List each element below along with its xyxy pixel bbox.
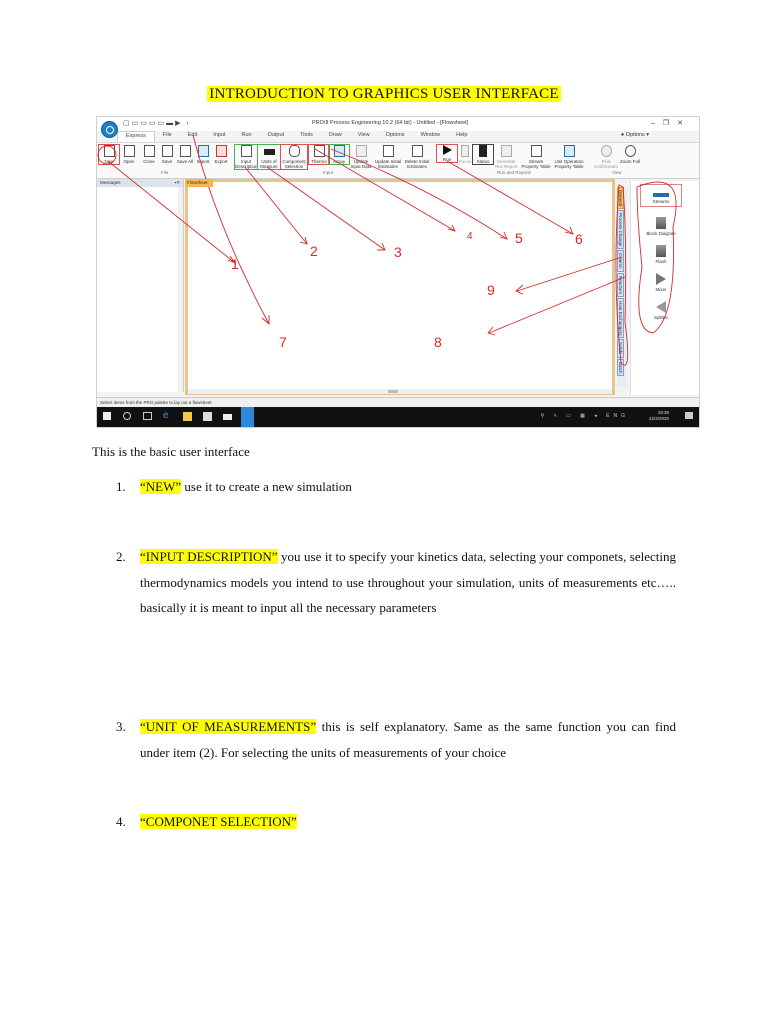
find-unit-stream-button[interactable]: Find Unit/Stream	[593, 145, 619, 169]
windows-start-icon[interactable]	[103, 412, 111, 420]
store-icon[interactable]	[203, 412, 212, 421]
palette-tab-reactors[interactable]: Reactors	[617, 273, 624, 297]
export-icon	[216, 145, 227, 157]
traffic-light-icon	[479, 145, 487, 157]
annotation-3: 3	[394, 244, 402, 260]
table-icon	[564, 145, 575, 157]
messages-pane	[97, 179, 184, 392]
save-icon	[162, 145, 173, 157]
palette-tab-batch[interactable]: Batch	[617, 359, 624, 377]
delete-initial-estimates-button[interactable]: Delete Initial Estimates	[403, 145, 431, 169]
block-diagram-icon	[656, 217, 666, 229]
flash-drum-icon	[656, 245, 666, 257]
windows-taskbar	[97, 407, 699, 427]
options-dropdown[interactable]: ● Options ▾	[620, 132, 649, 138]
thermo-chart-icon	[314, 145, 325, 157]
messages-pane-header: Messages ▪✕	[97, 179, 183, 187]
open-button[interactable]: Open	[119, 145, 139, 164]
annotation-8: 8	[434, 334, 442, 350]
report-icon	[501, 145, 512, 157]
palette-tab-process-change[interactable]: Process Change	[617, 210, 624, 249]
search-icon	[601, 145, 612, 157]
term-componet-selection: “COMPONET SELECTION”	[140, 814, 297, 829]
intro-paragraph: This is the basic user interface	[92, 444, 250, 459]
menu-options[interactable]: Options	[385, 132, 405, 138]
new-file-icon	[104, 145, 115, 157]
clipboard-icon	[383, 145, 394, 157]
update-initial-estimates-button[interactable]: Update Initial Estimates	[374, 145, 402, 169]
new-button[interactable]: New	[99, 145, 119, 164]
term-new: “NEW”	[140, 479, 182, 494]
update-data-icon	[356, 145, 367, 157]
document-list-icon	[241, 145, 252, 157]
menu-view[interactable]: View	[357, 132, 370, 138]
menu-run[interactable]: Run	[241, 132, 252, 138]
menu-window[interactable]: Window	[420, 132, 441, 138]
palette-item-block-diagram[interactable]: Block Diagram	[641, 217, 681, 236]
palette-tab-solids[interactable]: Solids	[617, 339, 624, 357]
list-item-4: 4. “COMPONET SELECTION”	[116, 814, 297, 829]
menu-draw[interactable]: Draw	[328, 132, 342, 138]
list-item-3: 3. “UNIT OF MEASUREMENTS” this is self explanatory. Same as the same function you can find under item (2). For selecting the units of measurements of your choice	[116, 719, 676, 760]
annotation-4: 4	[467, 231, 473, 242]
folder-icon	[124, 145, 135, 157]
units-of-measure-button[interactable]: Units of Measure	[258, 145, 280, 169]
play-icon	[443, 145, 452, 155]
update-input-data-button[interactable]: Update Input Data	[349, 145, 373, 169]
pane-pin-close-icon[interactable]: ▪✕	[174, 180, 180, 185]
menu-input[interactable]: Input	[213, 132, 226, 138]
quick-access-icons: ▢▭▭▭▭▬▶ ‹	[123, 120, 191, 127]
software-screenshot	[96, 116, 700, 428]
menu-file[interactable]: File	[162, 132, 172, 138]
export-button[interactable]: Export	[211, 145, 231, 164]
stream-arrow-icon	[653, 193, 669, 197]
molecule-icon	[289, 145, 300, 157]
splitter-icon	[656, 301, 666, 313]
palette-tab-column[interactable]: Column	[617, 250, 624, 272]
palette-item-flash[interactable]: Flash	[641, 245, 681, 264]
list-item-1: 1. “NEW” use it to create a new simulation	[116, 479, 352, 494]
annotation-7: 7	[279, 334, 287, 350]
menu-help[interactable]: Help	[456, 132, 468, 138]
table-icon	[531, 145, 542, 157]
pause-icon	[461, 145, 469, 157]
messages-scrollbar[interactable]	[178, 187, 183, 392]
stream-property-table-button[interactable]: Stream Property Table	[521, 145, 551, 169]
zoom-full-button[interactable]: Zoom Full	[620, 145, 640, 164]
ruler-icon	[264, 149, 275, 155]
unit-palette	[630, 181, 699, 395]
quick-access-toolbar	[97, 117, 699, 131]
notifications-icon[interactable]	[685, 412, 693, 419]
palette-item-mixer[interactable]: Mixer	[641, 273, 681, 292]
flowsheet-canvas[interactable]	[185, 179, 615, 395]
component-selection-button[interactable]: Component Selection	[281, 145, 307, 169]
status-bar: Select items from the PRO palette to lay out a flowsheet.	[97, 397, 700, 407]
task-view-icon[interactable]	[143, 412, 152, 420]
run-button[interactable]: Run	[437, 145, 457, 162]
group-label-run-reports: Run and Reports	[497, 170, 532, 175]
import-button[interactable]: Import	[193, 145, 213, 164]
term-unit-of-measurements: “UNIT OF MEASUREMENTS”	[140, 719, 317, 734]
list-item-2: 2. “INPUT DESCRIPTION” you use it to specify your kinetics data, selecting your componets, selecting thermodynamics models you intend to use throughout your simulation, units of measurements etc….. basically it is meant to input all the necessary parameters	[116, 549, 676, 615]
menu-edit[interactable]: Edit	[187, 132, 198, 138]
group-label-file: File	[161, 170, 169, 175]
mail-icon[interactable]	[223, 414, 232, 420]
window-title: PRO/II Process Engineering 10.2 (64 bit) - Untitled - [Flowsheet]	[312, 120, 469, 126]
annotation-6: 6	[575, 231, 583, 247]
close-button[interactable]: Close	[139, 145, 159, 164]
palette-tab-heat-exchangers[interactable]: Heat Exchangers	[617, 298, 624, 339]
assay-button[interactable]: Assay	[329, 145, 349, 164]
pause-button[interactable]: Pause	[455, 145, 475, 164]
search-icon[interactable]	[123, 412, 131, 420]
ribbon-toolbar	[97, 142, 699, 179]
palette-item-streams[interactable]: Streams	[641, 185, 681, 206]
palette-tab-general[interactable]: General	[617, 187, 624, 209]
app-logo-icon	[101, 121, 118, 138]
group-label-input: Input	[323, 170, 334, 175]
thermo-button[interactable]: Thermo	[309, 145, 329, 164]
window-controls: –❐✕	[650, 120, 691, 127]
unit-operation-property-table-button[interactable]: Unit Operation Property Table	[552, 145, 586, 169]
status-button[interactable]: Status	[473, 145, 493, 164]
input-description-button[interactable]: Input Description	[235, 145, 257, 169]
annotation-9: 9	[487, 282, 495, 298]
menu-express[interactable]: Express	[117, 131, 155, 142]
zoom-icon	[625, 145, 636, 157]
pro-ii-taskbar-icon[interactable]	[241, 407, 254, 427]
clipboard-delete-icon	[412, 145, 423, 157]
term-input-description: “INPUT DESCRIPTION”	[140, 549, 278, 564]
menu-output[interactable]: Output	[267, 132, 285, 138]
palette-item-splitter[interactable]: Splitter	[641, 301, 681, 320]
flowsheet-tab[interactable]: Flowsheet	[185, 179, 213, 187]
menu-bar	[117, 131, 475, 142]
system-tray-icons[interactable]: ⚲ ˄ ▭ ▦ ◂ ENG	[540, 413, 629, 419]
file-explorer-icon[interactable]	[183, 412, 192, 421]
clock: 19:36 22/4/2020	[648, 410, 669, 421]
document-title: INTRODUCTION TO GRAPHICS USER INTERFACE	[209, 86, 559, 102]
palette-tabs	[617, 187, 627, 387]
mixer-icon	[656, 273, 666, 285]
flowsheet-hscrollbar[interactable]	[188, 389, 612, 394]
group-label-view: View	[612, 170, 622, 175]
generate-text-report-button[interactable]: Generate Text Report	[493, 145, 519, 169]
save-all-icon	[180, 145, 191, 157]
save-button[interactable]: Save	[157, 145, 177, 164]
save-all-button[interactable]: Save All	[175, 145, 195, 164]
edge-browser-icon[interactable]: e	[163, 410, 169, 421]
close-folder-icon	[144, 145, 155, 157]
import-icon	[198, 145, 209, 157]
annotation-2: 2	[310, 243, 318, 259]
annotation-1: 1	[231, 256, 239, 272]
menu-tools[interactable]: Tools	[300, 132, 313, 138]
annotation-5: 5	[515, 230, 523, 246]
assay-chart-icon	[334, 145, 345, 157]
